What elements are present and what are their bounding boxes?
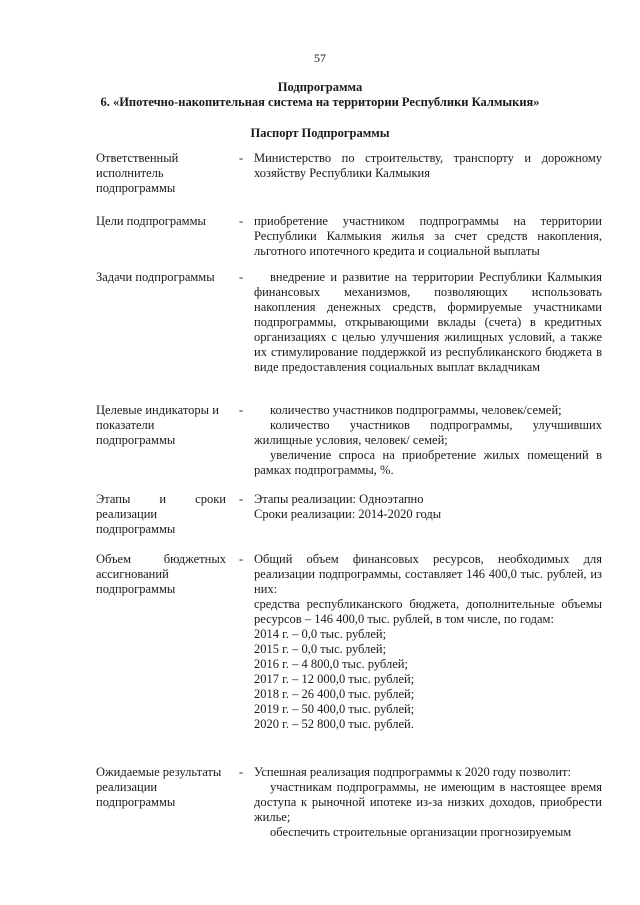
indicator-item: количество участников подпрограммы, улучшивших жилищные условия, человек/ семей;	[254, 418, 602, 447]
row-text-results	[254, 765, 602, 840]
budget-year: 2015 г. – 0,0 тыс. рублей;	[254, 642, 387, 656]
budget-year: 2018 г. – 26 400,0 тыс. рублей;	[254, 687, 415, 701]
row-label-stages: Этапы и сроки реализации подпрограммы	[96, 492, 226, 536]
row-dash: -	[239, 214, 244, 228]
row-text-indicators	[254, 403, 602, 478]
row-text-executor: Министерство по строительству, транспорту и дорожному хозяйству Республики Калмыкия	[254, 151, 602, 180]
row-label-goals: Цели подпрограммы	[96, 214, 206, 228]
results-intro: Успешная реализация подпрограммы к 2020 году позволит:	[254, 765, 571, 779]
results-item: участникам подпрограммы, не имеющим в настоящее время доступа к рыночной ипотеке из-за низких доходов, приобрести жилье;	[254, 780, 602, 824]
row-dash: -	[239, 270, 244, 284]
budget-year: 2016 г. – 4 800,0 тыс. рублей;	[254, 657, 408, 671]
results-item: обеспечить строительные организации прогнозируемым	[270, 825, 572, 839]
row-label-tasks: Задачи подпрограммы	[96, 270, 215, 284]
row-text-budget	[254, 552, 602, 732]
subprogram-title: 6. «Ипотечно-накопительная система на территории Республики Калмыкия»	[100, 95, 540, 109]
row-dash: -	[239, 492, 244, 506]
row-label-budget: Объем бюджетных ассигнований подпрограммы	[96, 552, 226, 596]
row-dash: -	[239, 403, 244, 417]
subprogram-heading: Подпрограмма	[277, 80, 363, 94]
budget-year: 2019 г. – 50 400,0 тыс. рублей;	[254, 702, 415, 716]
page-number: 57	[314, 51, 326, 65]
budget-year: 2017 г. – 12 000,0 тыс. рублей;	[254, 672, 415, 686]
budget-year: 2014 г. – 0,0 тыс. рублей;	[254, 627, 387, 641]
row-text-goals: приобретение участником подпрограммы на территории Республики Калмыкия жилья за счет средств накопления, льготного ипотечного кредита и социальной выплаты	[254, 214, 602, 258]
row-dash: -	[239, 552, 244, 566]
row-label-results: Ожидаемые результаты реализации подпрограммы	[96, 765, 222, 809]
row-dash: -	[239, 765, 244, 779]
indicator-item: увеличение спроса на приобретение жилых помещений в рамках подпрограммы, %.	[254, 448, 602, 477]
budget-detail: средства республиканского бюджета, дополнительные объемы ресурсов – 146 400,0 тыс. рублей, в том числе, по годам:	[254, 597, 602, 626]
budget-year: 2020 г. – 52 800,0 тыс. рублей.	[254, 717, 414, 731]
passport-heading: Паспорт Подпрограммы	[250, 126, 390, 140]
row-text-stages: Этапы реализации: Одноэтапно Сроки реализации: 2014-2020 годы	[254, 492, 442, 521]
budget-total: Общий объем финансовых ресурсов, необходимых для реализации подпрограммы, составляет 146 400,0 тыс. рублей, из них:	[254, 552, 602, 596]
row-text-tasks: внедрение и развитие на территории Республики Калмыкия финансовых механизмов, позволяющих использовать накопления денежных средств, формируемые участниками подпрограммы, открывающими вклады (счета) в кредитных организациях с целью улучшения жилищных условий, а также их стимулирование поддержкой из республиканского бюджета в виде предоставления социальных выплат вкладчикам	[254, 270, 602, 374]
indicator-item: количество участников подпрограммы, человек/семей;	[270, 403, 562, 417]
row-label-indicators: Целевые индикаторы и показатели подпрограммы	[96, 403, 219, 447]
row-label-executor: Ответственный исполнитель подпрограммы	[96, 151, 179, 195]
row-dash: -	[239, 151, 244, 165]
